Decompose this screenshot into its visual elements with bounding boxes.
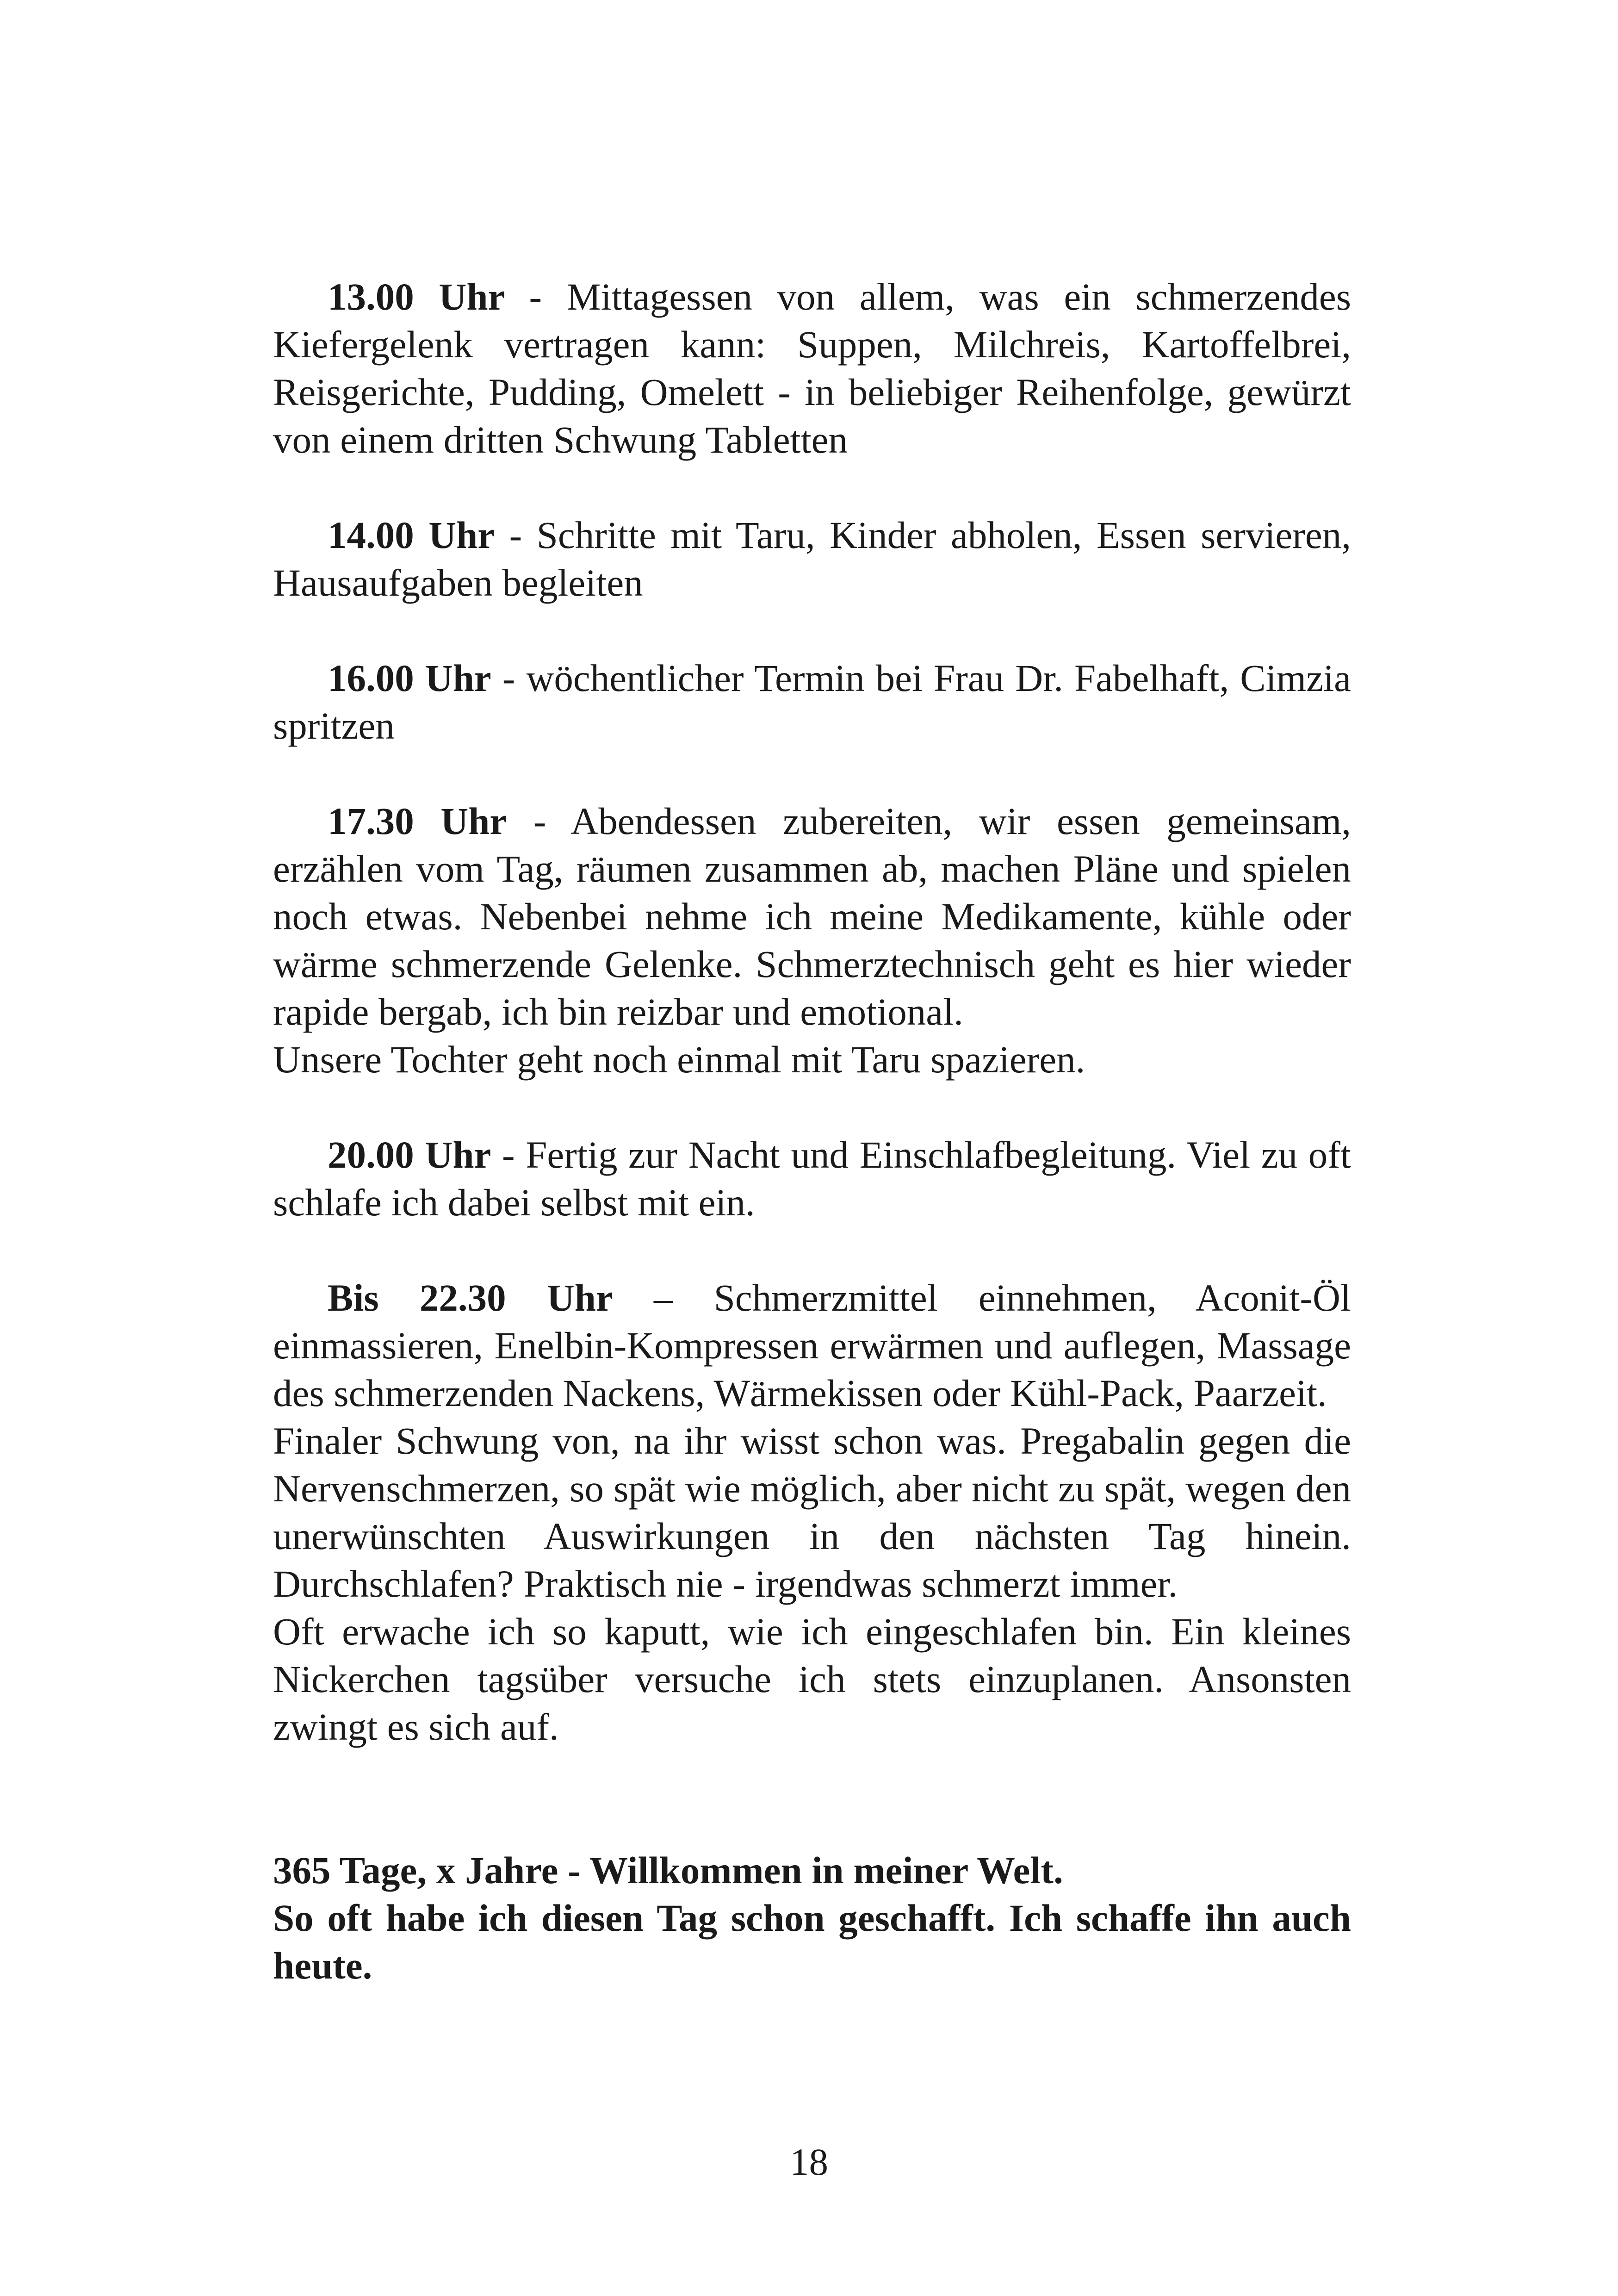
entry-time: 14.00 Uhr xyxy=(328,514,495,556)
entry-paragraph xyxy=(273,1274,1351,1417)
closing-line-2: So oft habe ich diesen Tag schon geschafft. Ich schaffe ihn auch heute. xyxy=(273,1897,1351,1987)
entry-paragraph xyxy=(273,654,1351,750)
entry-text: Mittagessen von allem, was ein schmerzendes Kiefergelenk vertragen kann: Suppen, Milchreis, Kartoffelbrei, Reisgerichte, Pudding, Omelett - in beliebiger Reihenfolge, gewürzt von einem dritten Schwung Tabletten xyxy=(273,275,1351,461)
entry-time: 16.00 Uhr xyxy=(328,657,491,699)
entry-time: 17.30 Uhr xyxy=(328,800,507,842)
entry-1600 xyxy=(273,654,1351,750)
entry-text: - wöchentlicher Termin bei Frau Dr. Fabelhaft, Cimzia spritzen xyxy=(273,657,1351,747)
entry-paragraph xyxy=(273,273,1351,464)
closing-line-1: 365 Tage, x Jahre - Willkommen in meiner Welt. xyxy=(273,1849,1063,1892)
entry-time: 20.00 Uhr xyxy=(328,1133,491,1176)
entry-text: - Abendessen zubereiten, wir essen gemeinsam, erzählen vom Tag, räumen zusammen ab, machen Pläne und spielen noch etwas. Nebenbei nehme ich meine Medikamente, kühle oder wärme schmerzende Gelenke. Schmerztechnisch geht es hier wieder rapide bergab, ich bin reizbar und emotional. xyxy=(273,800,1351,1033)
entry-continuation: Unsere Tochter geht noch einmal mit Taru spazieren. xyxy=(273,1038,1085,1081)
entry-1730 xyxy=(273,797,1351,1083)
entry-text: - Fertig zur Nacht und Einschlafbegleitung. Viel zu oft schlafe ich dabei selbst mit ein. xyxy=(273,1133,1351,1224)
entry-paragraph xyxy=(273,1131,1351,1226)
closing-statement xyxy=(273,1847,1351,1990)
entry-continuation: Finaler Schwung von, na ihr wisst schon was. Pregabalin gegen die Nervenschmerzen, so spät wie möglich, aber nicht zu spät, wegen den unerwünschten Auswirkungen in den nächsten Tag hinein. Durchschlafen? Praktisch nie - irgendwas schmerzt immer. xyxy=(273,1419,1351,1605)
entry-paragraph xyxy=(273,511,1351,607)
entry-2000 xyxy=(273,1131,1351,1226)
entry-text: – Schmerzmittel einnehmen, Aconit-Öl einmassieren, Enelbin-Kompressen erwärmen und auflegen, Massage des schmerzenden Nackens, Wärmekissen oder Kühl-Pack, Paarzeit. xyxy=(273,1276,1351,1414)
entry-paragraph xyxy=(273,797,1351,1036)
entry-continuation-2: Oft erwache ich so kaputt, wie ich eingeschlafen bin. Ein kleines Nickerchen tagsüber versuche ich stets einzuplanen. Ansonsten zwingt es sich auf. xyxy=(273,1610,1351,1748)
entry-time: Bis 22.30 Uhr xyxy=(328,1276,613,1319)
entry-text: - Schritte mit Taru, Kinder abholen, Essen servieren, Hausaufgaben begleiten xyxy=(273,514,1351,604)
entry-2230 xyxy=(273,1274,1351,1751)
entry-1300 xyxy=(273,273,1351,464)
entry-time: 13.00 Uhr - xyxy=(328,275,542,318)
page-number: 18 xyxy=(790,2140,828,2183)
entry-1400 xyxy=(273,511,1351,607)
